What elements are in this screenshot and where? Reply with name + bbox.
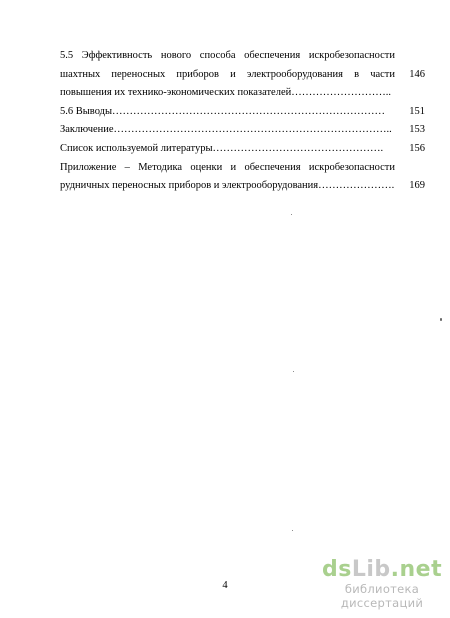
toc-entry-line: Заключение…………………………………………………………………….. <box>60 124 392 136</box>
toc-entry-line: 5.5 Эффективность нового способа обеспечения искробезопасности <box>60 50 395 61</box>
toc-page-number: 153 <box>409 124 425 136</box>
scan-speck <box>291 214 292 215</box>
toc-page-number: 151 <box>409 105 425 117</box>
toc-entry-5-5[interactable] <box>60 47 425 103</box>
watermark <box>322 558 442 610</box>
toc-page-number: 146 <box>409 68 425 80</box>
toc-entry-conclusion[interactable] <box>60 121 425 140</box>
scan-speck <box>292 530 293 531</box>
toc-entry-line: Список используемой литературы…………………………………………. <box>60 142 384 154</box>
toc-entry-appendix[interactable] <box>60 159 425 196</box>
page-number: 4 <box>222 580 228 591</box>
scan-speck <box>293 371 294 372</box>
toc-entry-line: Приложение – Методика оценки и обеспечения искробезопасности <box>60 161 395 173</box>
toc-entry-5-6[interactable] <box>60 103 425 122</box>
toc-entry-line: шахтных переносных приборов и электрооборудования в части <box>60 68 395 80</box>
toc-page-number: 156 <box>409 142 425 154</box>
scan-speck <box>440 318 442 321</box>
toc-page-number: 169 <box>409 180 425 192</box>
toc-entry-line: рудничных переносных приборов и электрооборудования…………………. <box>60 180 395 192</box>
toc-entry-line: повышения их технико-экономических показателей……………………….. <box>60 87 391 99</box>
toc-entry-line: 5.6 Выводы…………………………………………………………………… <box>60 105 386 117</box>
watermark-subtitle: библиотека диссертаций <box>340 582 424 610</box>
table-of-contents <box>60 47 425 196</box>
watermark-logo: dsLib.net <box>322 557 443 582</box>
toc-entry-references[interactable] <box>60 140 425 159</box>
